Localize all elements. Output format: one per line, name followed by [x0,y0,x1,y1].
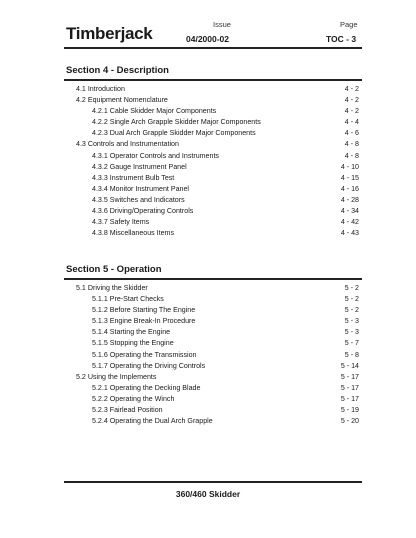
toc-entry-title: 4.2.3 Dual Arch Grapple Skidder Major Components [92,129,256,138]
toc-entry-page: 5 - 3 [344,328,359,337]
toc-entry-title: 5.1.2 Before Starting The Engine [92,306,196,315]
toc-entry-page: 5 - 2 [344,306,359,315]
toc-entry-page: 4 - 2 [344,107,359,116]
brand-logo: Timberjack [66,24,153,43]
toc-entry[interactable] [0,128,416,139]
toc-entry[interactable] [0,206,416,217]
toc-entry-page: 4 - 2 [344,85,359,93]
toc-entry-page: 5 - 17 [340,372,359,381]
toc-entry[interactable] [0,106,416,117]
toc-entry[interactable] [0,151,416,162]
toc-entry-page: 5 - 2 [344,284,359,292]
page-label: Page [340,20,358,29]
toc-entry-title: 4.2.2 Single Arch Grapple Skidder Major Components [92,118,261,127]
toc-entry-page: 4 - 15 [340,173,359,182]
toc-entry[interactable] [0,162,416,173]
toc-entry[interactable] [0,350,416,361]
toc-entry-title: 4.3.3 Instrument Bulb Test [92,173,175,182]
toc-entry-page: 4 - 42 [340,218,359,227]
toc-entry-page: 4 - 8 [344,151,359,160]
toc-entry-title: 4.3.8 Miscellaneous Items [92,229,175,238]
toc-entry-title: 4.3.7 Safety Items [92,218,150,227]
toc-entry[interactable] [0,139,416,150]
toc-entry-title: 5.1.3 Engine Break-In Procedure [92,317,196,326]
toc-entry-page: 5 - 17 [340,394,359,403]
toc-entry-page: 5 - 14 [340,361,359,370]
toc-entry-page: 4 - 4 [344,118,359,127]
toc-entry-title: 4.3.6 Driving/Operating Controls [92,207,194,216]
toc-entry[interactable] [0,184,416,195]
section-title-5: Section 5 - Operation [66,264,162,275]
toc-entry-page: 5 - 17 [340,383,359,392]
toc-entry[interactable] [0,383,416,394]
toc-entry[interactable] [0,283,416,294]
toc-entry-page: 5 - 7 [344,339,359,348]
toc-entry-title: 4.3.5 Switches and Indicators [92,195,185,204]
footer-model: 360/460 Skidder [175,489,241,499]
toc-entry[interactable] [0,84,416,95]
toc-entry-title: 4.2 Equipment Nomenclature [76,96,168,105]
toc-entry-page: 4 - 8 [344,140,359,149]
toc-entry[interactable] [0,316,416,327]
toc-entry-title: 4.1 Introduction [76,85,125,93]
toc-entry-title: 5.1.6 Operating the Transmission [92,350,197,359]
toc-entry[interactable] [0,372,416,383]
toc-entry-title: 4.3.4 Monitor Instrument Panel [92,184,189,193]
toc-list-section-5 [0,283,416,427]
toc-entry[interactable] [0,173,416,184]
issue-label: Issue [213,20,231,29]
toc-entry-page: 4 - 34 [340,207,359,216]
section-title-4: Section 4 - Description [66,65,169,76]
toc-entry-title: 5.1 Driving the Skidder [76,284,148,292]
toc-entry-title: 4.2.1 Cable Skidder Major Components [92,107,217,116]
toc-entry-title: 4.3.1 Operator Controls and Instruments [92,151,219,160]
toc-entry-page: 5 - 20 [340,417,359,426]
toc-entry[interactable] [0,228,416,239]
toc-entry-title: 5.1.4 Starting the Engine [92,328,171,337]
toc-list-section-4 [0,84,416,239]
toc-entry[interactable] [0,305,416,316]
toc-entry[interactable] [0,117,416,128]
toc-entry[interactable] [0,405,416,416]
toc-entry-page: 4 - 2 [344,96,359,105]
toc-entry-page: 5 - 8 [344,350,359,359]
toc-entry[interactable] [0,95,416,106]
issue-value: 04/2000-02 [186,34,230,44]
toc-entry-page: 4 - 16 [340,184,359,193]
footer-rule [64,481,362,483]
toc-entry-page: 4 - 6 [344,129,359,138]
toc-entry-title: 5.2.1 Operating the Decking Blade [92,383,201,392]
toc-entry-page: 4 - 10 [340,162,359,171]
header-rule [64,47,362,49]
toc-entry-title: 5.2.2 Operating the Winch [92,394,175,403]
toc-entry-title: 4.3.2 Gauge Instrument Panel [92,162,187,171]
toc-entry[interactable] [0,294,416,305]
toc-entry[interactable] [0,217,416,228]
toc-entry[interactable] [0,361,416,372]
toc-entry-title: 5.1.7 Operating the Driving Controls [92,361,206,370]
toc-entry-title: 5.2 Using the Implements [76,372,157,381]
toc-entry[interactable] [0,195,416,206]
toc-entry-title: 5.1.5 Stopping the Engine [92,339,174,348]
toc-entry[interactable] [0,338,416,349]
section-rule-4 [64,79,362,81]
toc-entry-page: 5 - 2 [344,295,359,304]
toc-entry-page: 4 - 43 [340,229,359,238]
toc-entry-title: 5.2.3 Fairlead Position [92,406,163,415]
toc-entry[interactable] [0,416,416,427]
toc-entry[interactable] [0,327,416,338]
toc-entry-page: 5 - 19 [340,406,359,415]
toc-entry-title: 4.3 Controls and Instrumentation [76,140,179,149]
toc-entry-page: 5 - 3 [344,317,359,326]
toc-entry-title: 5.1.1 Pre-Start Checks [92,295,164,304]
toc-entry-page: 4 - 28 [340,195,359,204]
toc-entry-title: 5.2.4 Operating the Dual Arch Grapple [92,417,213,426]
page-number: TOC - 3 [326,34,357,44]
section-rule-5 [64,278,362,280]
toc-entry[interactable] [0,394,416,405]
